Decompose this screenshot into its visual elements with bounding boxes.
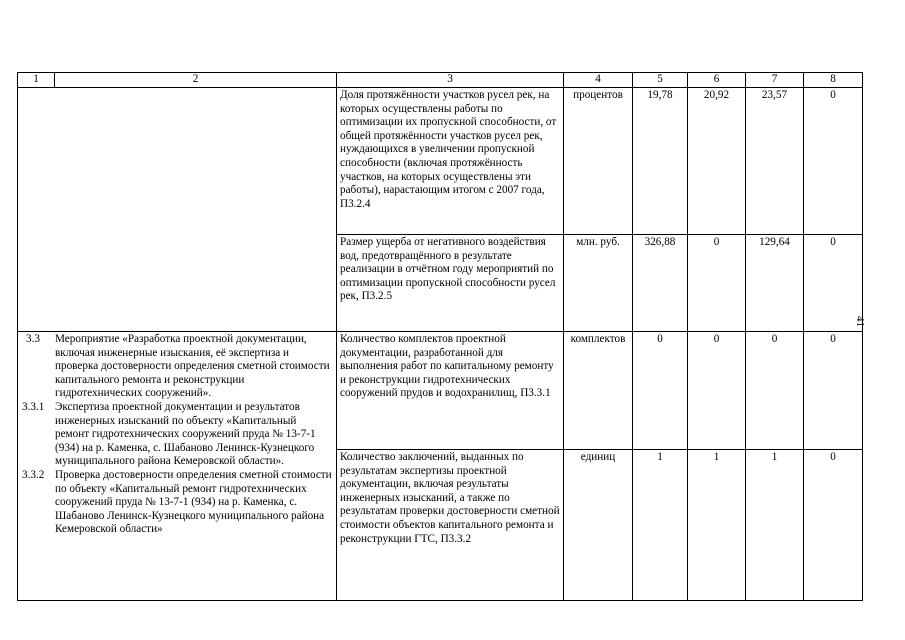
- header-cell: 8: [804, 73, 863, 88]
- header-cell: 6: [688, 73, 746, 88]
- value-2023: 1: [746, 450, 804, 601]
- value-2021: 1: [633, 450, 688, 601]
- table-row: [18, 332, 863, 450]
- measure-text: Проверка достоверности определения сметной стоимости по объекту «Капитальный ремонт гидротехнических сооружений пруда № 13-7-1 (934) на р. Каменка, с. Шабаново Ленинск-Кузнецкого муниципального района Кемеровской области»: [55, 468, 332, 536]
- measures-cell: [18, 332, 337, 601]
- header-cell: 4: [564, 73, 633, 88]
- measure-number: 3.3.2: [22, 468, 45, 481]
- value-2022: 0: [688, 332, 746, 450]
- table-row: [18, 88, 863, 235]
- measure-text: Экспертиза проектной документации и результатов инженерных изысканий по объекту «Капитальный ремонт гидротехнических сооружений пруда № 13-7-1 (934) на р. Каменка, с. Шабаново Ленинск-Кузнецкого муниципального района Кемеровской области».: [55, 400, 316, 468]
- measure-number: 3.3.1: [22, 400, 45, 413]
- indicator-text: Количество комплектов проектной документации, разработанной для выполнения работ по капитальному ремонту и реконструкции гидротехнических сооружений прудов и водохранилищ, П3.3.1: [337, 332, 564, 450]
- header-row: [18, 73, 863, 88]
- value-2021: 19,78: [633, 88, 688, 235]
- indicator-text: Количество заключений, выданных по результатам экспертизы проектной документации, включая результаты инженерных изысканий, а также по результатам проверки достоверности сметной стоимости объектов капитального ремонта и реконструкции ГТС, П3.3.2: [337, 450, 564, 601]
- unit-cell: млн. руб.: [564, 235, 633, 332]
- indicator-text: Размер ущерба от негативного воздействия вод, предотвращённого в результате реализации в отчётном году мероприятий по оптимизации пропускной способности русел рек, П3.2.5: [337, 235, 564, 332]
- measure-item: [18, 469, 336, 537]
- indicator-text: Доля протяжённости участков русел рек, на которых осуществлены работы по оптимизации их пропускной способности, от общей протяжённости участков русел рек, нуждающихся в увеличении пропускной способности (включая протяжённость участков, на которых осуществлены эти работы), нарастающим итогом с 2007 года, П3.2.4: [337, 88, 564, 235]
- unit-cell: единиц: [564, 450, 633, 601]
- value-2021: 0: [633, 332, 688, 450]
- value-2023: 129,64: [746, 235, 804, 332]
- page-number: 41: [854, 316, 866, 327]
- value-2022: 0: [688, 235, 746, 332]
- header-cell: 7: [746, 73, 804, 88]
- measure-item: [18, 333, 336, 401]
- unit-cell: процентов: [564, 88, 633, 235]
- header-cell: 2: [55, 73, 337, 88]
- empty-cell: [18, 88, 337, 332]
- value-2021: 326,88: [633, 235, 688, 332]
- value-col8: 0: [804, 450, 863, 601]
- measure-text: Мероприятие «Разработка проектной документации, включая инженерные изыскания, её экспертиза и проверка достоверности определения сметной стоимости капитального ремонта и реконструкции гидротехнических сооружений».: [55, 333, 330, 400]
- measure-number: 3.3: [26, 333, 40, 345]
- indicators-table: [17, 72, 863, 601]
- value-col8: 0: [804, 332, 863, 450]
- value-2022: 1: [688, 450, 746, 601]
- value-2022: 20,92: [688, 88, 746, 235]
- value-2023: 0: [746, 332, 804, 450]
- measure-item: [18, 401, 336, 469]
- unit-cell: комплектов: [564, 332, 633, 450]
- header-cell: 1: [18, 73, 55, 88]
- value-col8: 0: [804, 88, 863, 235]
- header-cell: 3: [337, 73, 564, 88]
- header-cell: 5: [633, 73, 688, 88]
- value-col8: 0: [804, 235, 863, 332]
- value-2023: 23,57: [746, 88, 804, 235]
